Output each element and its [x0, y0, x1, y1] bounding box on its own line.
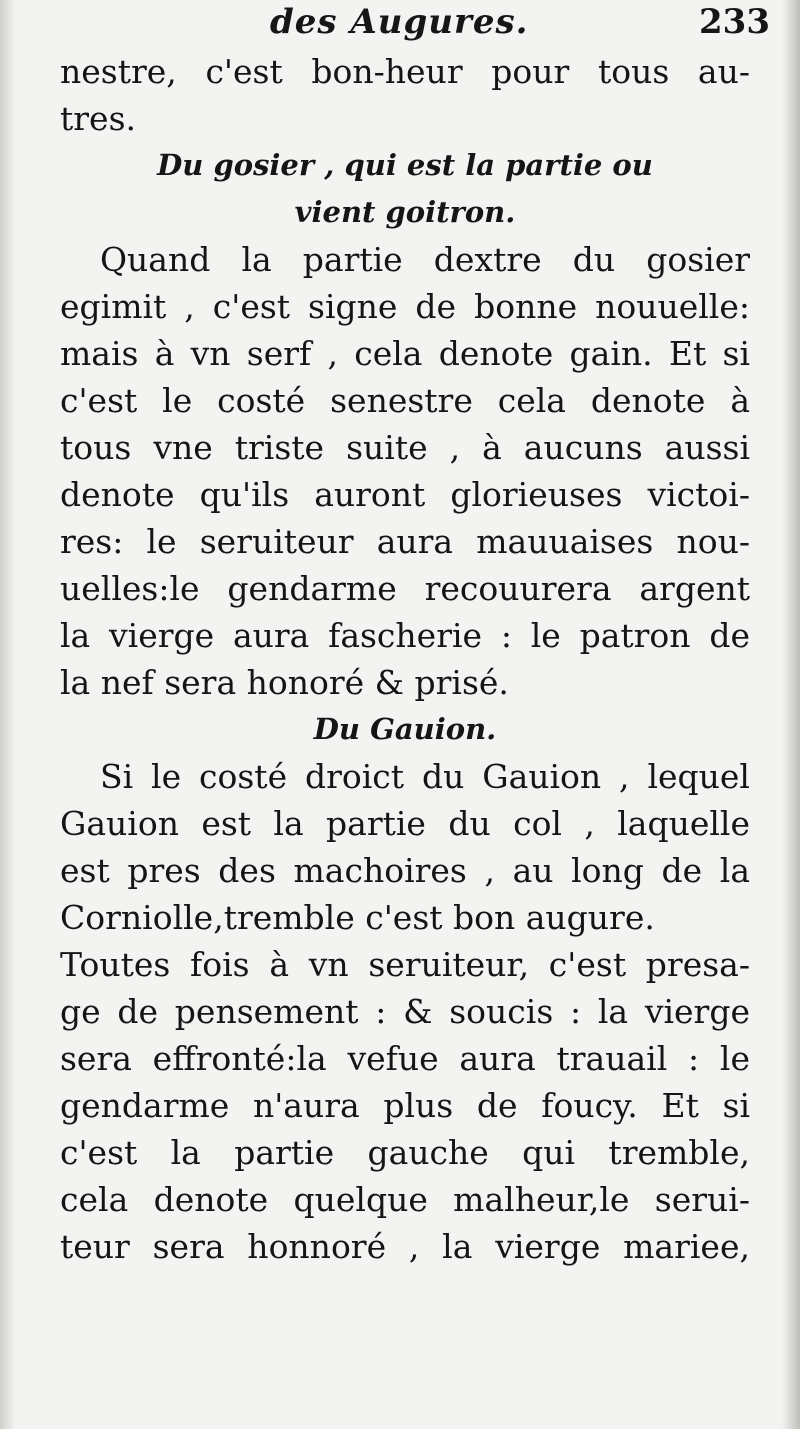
text-line: Quand la partie dextre du gosier — [100, 240, 750, 279]
text-line: denote qu'ils auront glorieuses victoi- — [60, 475, 750, 514]
text-line: Corniolle,tremble c'est bon augure. — [60, 898, 655, 937]
page-number: 233 — [699, 2, 770, 42]
text-line: uelles:le gendarme recouurera argent — [60, 569, 750, 608]
text-line: Toutes fois à vn seruiteur, c'est presa- — [60, 945, 750, 984]
text-line: egimit , c'est signe de bonne nouuelle: — [60, 287, 750, 326]
text-line: tres. — [60, 99, 136, 138]
text-line: tous vne triste suite , à aucuns aussi — [60, 428, 750, 467]
text-line: c'est le costé senestre cela denote à — [60, 381, 750, 420]
text-line: res: le seruiteur aura mauuaises nou- — [60, 522, 750, 561]
text-line: Si le costé droict du Gauion , lequel — [100, 757, 750, 796]
text-line: cela denote quelque malheur,le serui- — [60, 1180, 750, 1219]
text-line: teur sera honnoré , la vierge mariee, — [60, 1227, 750, 1266]
text-line: mais à vn serf , cela denote gain. Et si — [60, 334, 750, 373]
text-line: gendarme n'aura plus de foucy. Et si — [60, 1086, 750, 1125]
text-line: la vierge aura fascherie : le patron de — [60, 616, 750, 655]
page-header — [60, 2, 770, 48]
text-line: est pres des machoires , au long de la — [60, 851, 750, 890]
section-heading: Du gosier , qui est la partie ou — [157, 148, 653, 182]
text-line: c'est la partie gauche qui tremble, — [60, 1133, 750, 1172]
text-line: ge de pensement : & soucis : la vierge — [60, 992, 750, 1031]
text-line: la nef sera honoré & prisé. — [60, 663, 509, 702]
text-line: sera effronté:la vefue aura trauail : le — [60, 1039, 750, 1078]
page-left-edge-shadow — [0, 0, 16, 1429]
page-text — [60, 48, 750, 1270]
section-heading: Du Gauion. — [313, 712, 497, 746]
text-line: Gauion est la partie du col , laquelle — [60, 804, 750, 843]
section-heading: vient goitron. — [294, 195, 516, 229]
text-line: nestre, c'est bon-heur pour tous au- — [60, 52, 750, 91]
running-head: des Augures. — [270, 2, 529, 42]
page-right-edge-shadow — [782, 0, 800, 1429]
